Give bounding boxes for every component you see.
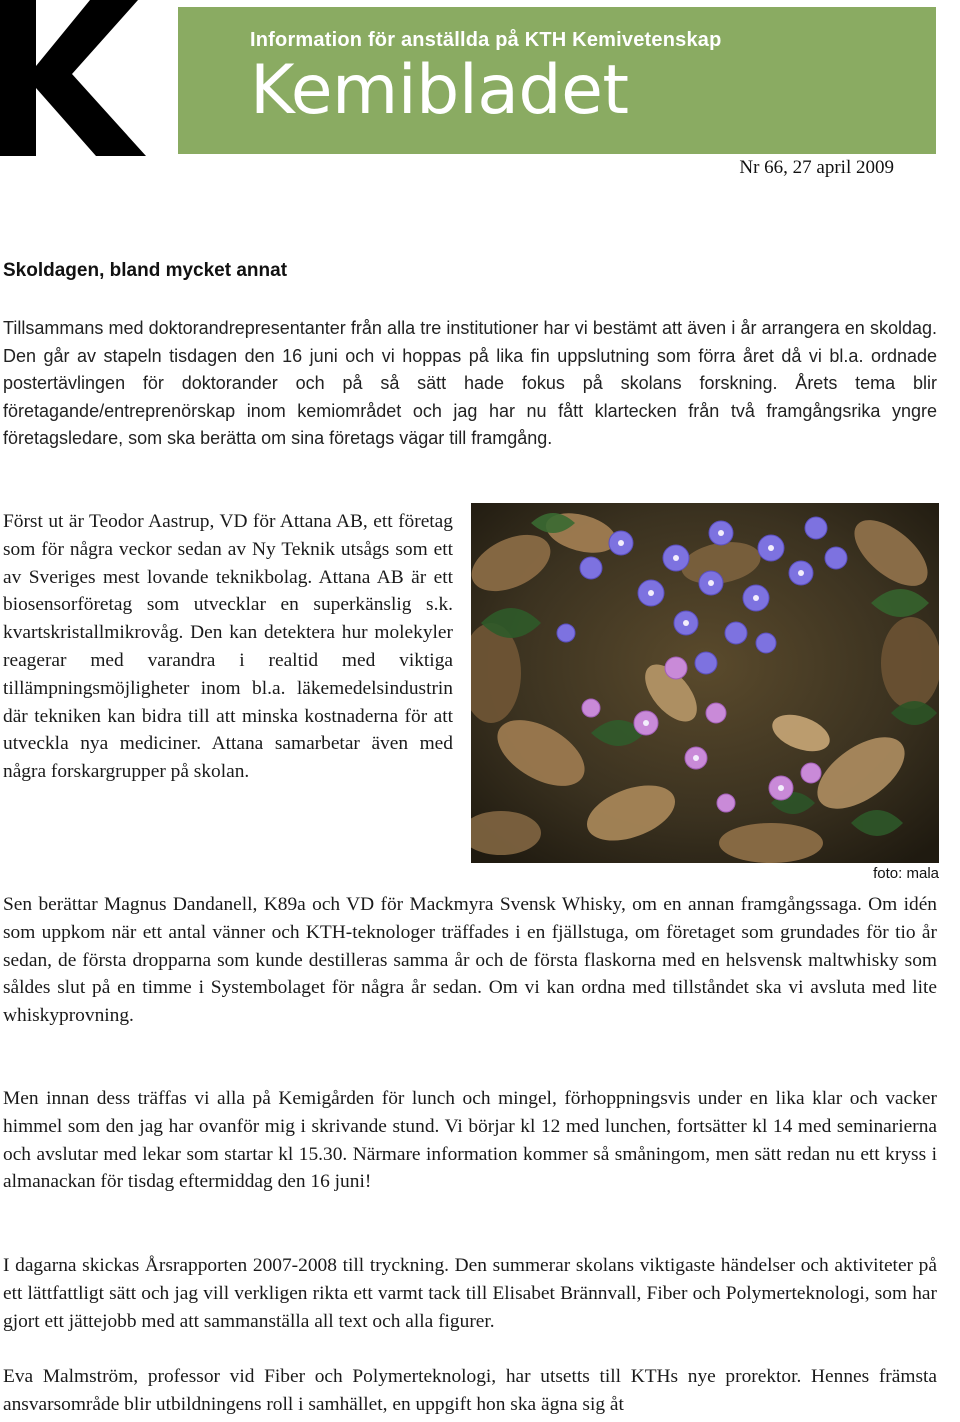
photo-caption: foto: mala <box>873 865 939 882</box>
hepatica-flowers-image <box>471 503 939 863</box>
intro-paragraph: Tillsammans med doktorandrepresentanter från alla tre institutioner har vi bestämt att även i år arrangera en skoldag. Den går av stapeln tisdagen den 16 juni och vi hoppas på lika fin uppslutning som förra året då vi bl.a. ordnade postertävlingen för doktorander och på så sätt hade fokus på skolans forskning. Årets tema blir företagande/entreprenörskap inom kemiområdet och jag har nu fått klartecken från två framgångsrika yngre företagsledare, som ska berätta om sina företags vägar till framgång. <box>3 318 937 448</box>
masthead-tagline: Information för anställda på KTH Kemivetenskap <box>250 29 722 51</box>
paragraph-prorektor: Eva Malmström, professor vid Fiber och Polymerteknologi, har utsetts till KTHs nye prorektor. Hennes främsta ansvarsområde blir utbildningens roll i samhället, en uppgift hon ska ägna sig åt <box>3 1366 937 1415</box>
k-logo <box>0 0 178 156</box>
paragraph-annual-report: I dagarna skickas Årsrapporten 2007-2008 till tryckning. Den summerar skolans viktigaste händelser och aktiviteter på ett lättfattligt sätt och jag vill verkligen rikta ett varmt tack till Elisabet Brännvall, Fiber och Polymerteknologi, som har gjort ett jättejobb med att sammanställa all text och alla figurer. <box>3 1255 937 1332</box>
issue-date: Nr 66, 27 april 2009 <box>739 157 894 178</box>
paragraph-mackmyra: Sen berättar Magnus Dandanell, K89a och VD för Mackmyra Svensk Whisky, om en annan framgångssaga. Om idén som uppkom när ett antal vänner och KTH-teknologer träffades i en fjällstuga, om företaget som grundades för tio år sedan, de första dropparna som kunde destilleras samma år och de första flaskorna med en helsvensk maltwhisky som såldes slut på en timme i Systembolaget för några år sedan. Om vi kan ordna med tillståndet ska vi avsluta med lite whiskyprovning. <box>3 894 937 1027</box>
newsletter-title: Kemibladet <box>250 51 629 130</box>
masthead-banner <box>178 7 936 154</box>
paragraph-schedule: Men innan dess träffas vi alla på Kemigården för lunch och mingel, förhoppningsvis under en lika klar och vacker himmel som den jag har ovanför mig i skrivande stund. Vi börjar kl 12 med lunchen, fortsätter kl 14 med seminarierna och avslutar med lekar som startar kl 15.30. Närmare information kommer så småningom, men sätt redan nu ett kryss i almanackan för tisdag eftermiddag den 16 juni! <box>3 1088 937 1193</box>
article-headline: Skoldagen, bland mycket annat <box>3 260 288 281</box>
masthead <box>0 0 936 156</box>
paragraph-attana: Först ut är Teodor Aastrup, VD för Attana AB, ett företag som för några veckor sedan av Ny Teknik utsågs som ett av Sveriges mest lovande teknikbolag. Attana AB är ett biosensorföretag som utvecklar en superkänslig s.k. kvartskristallmikrovåg. Den kan detektera hur molekyler reagerar med varandra i realtid med viktiga tillämpningsmöjligheter inom bl.a. läkemedelsindustrin där tekniken kan bidra till att minska kostnaderna för att utveckla nya mediciner. Attana samarbetar även med några forskargrupper på skolan. <box>3 511 453 783</box>
flower-photo <box>471 503 939 863</box>
